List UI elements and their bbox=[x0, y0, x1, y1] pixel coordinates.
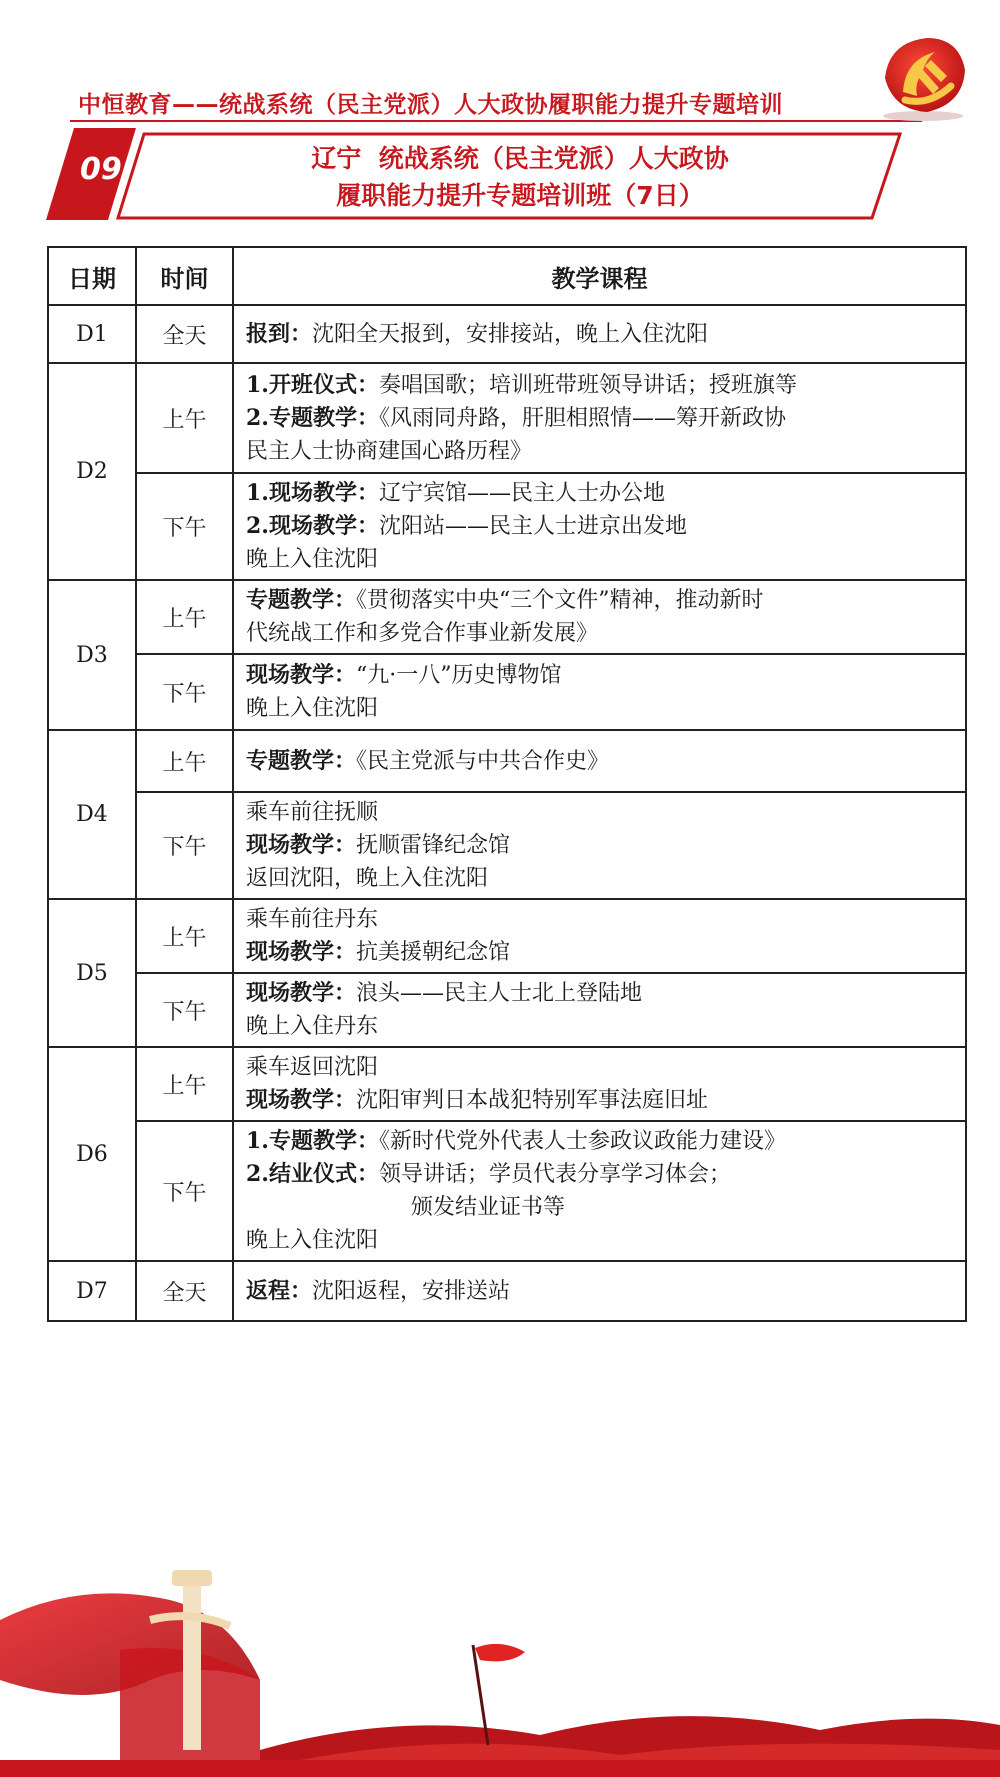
course-label: 1.开班仪式： bbox=[246, 371, 379, 398]
table-row bbox=[48, 473, 966, 580]
course-cell bbox=[233, 1121, 966, 1261]
table-row bbox=[48, 580, 966, 654]
header-day: 日期 bbox=[48, 247, 136, 305]
course-text: 代统战工作和多党合作事业新发展》 bbox=[246, 621, 599, 646]
section-number: 09 bbox=[80, 152, 122, 187]
time-cell: 上午 bbox=[136, 730, 233, 792]
course-label: 现场教学： bbox=[246, 980, 357, 1006]
course-line bbox=[246, 617, 955, 650]
day-cell: D2 bbox=[48, 363, 136, 580]
course-line bbox=[246, 318, 955, 351]
time-cell: 上午 bbox=[136, 580, 233, 654]
subtitle-line-1: 辽宁 统战系统（民主党派）人大政协 bbox=[311, 144, 729, 173]
course-text: 晚上入住沈阳 bbox=[246, 696, 379, 721]
course-label: 1.现场教学： bbox=[246, 480, 379, 506]
course-cell bbox=[233, 792, 966, 899]
red-flag-banner-decoration bbox=[0, 1560, 1000, 1777]
course-cell bbox=[233, 363, 966, 473]
day-cell: D1 bbox=[48, 305, 136, 363]
course-text: “九·一八”历史博物馆 bbox=[356, 663, 562, 688]
course-text: 颁发结业证书等 bbox=[411, 1195, 566, 1220]
course-line bbox=[246, 510, 955, 543]
page-subtitle bbox=[170, 140, 870, 214]
course-line bbox=[246, 1158, 955, 1191]
course-cell bbox=[233, 654, 966, 730]
time-cell: 下午 bbox=[136, 1121, 233, 1261]
course-line bbox=[246, 477, 955, 510]
course-text: 《贯彻落实中央“三个文件”精神，推动新时 bbox=[356, 588, 764, 613]
table-row bbox=[48, 654, 966, 730]
course-cell bbox=[233, 1261, 966, 1321]
course-line bbox=[246, 1191, 955, 1224]
course-label: 专题教学： bbox=[246, 587, 357, 613]
time-cell: 上午 bbox=[136, 1047, 233, 1121]
course-label: 现场教学： bbox=[246, 939, 357, 965]
course-text: 沈阳审判日本战犯特别军事法庭旧址 bbox=[356, 1088, 709, 1113]
day-cell: D4 bbox=[48, 730, 136, 899]
course-cell bbox=[233, 1047, 966, 1121]
time-cell: 下午 bbox=[136, 792, 233, 899]
course-line bbox=[246, 1224, 955, 1257]
course-label: 现场教学： bbox=[246, 832, 357, 858]
day-cell: D3 bbox=[48, 580, 136, 730]
course-label: 现场教学： bbox=[246, 1087, 357, 1113]
table-row bbox=[48, 305, 966, 363]
course-text: 《民主党派与中共合作史》 bbox=[356, 748, 610, 774]
table-row bbox=[48, 973, 966, 1047]
course-text: 乘车前往丹东 bbox=[246, 907, 379, 932]
schedule-table bbox=[47, 246, 967, 1322]
course-line bbox=[246, 1275, 955, 1308]
table-row bbox=[48, 899, 966, 973]
course-line bbox=[246, 584, 955, 617]
course-line bbox=[246, 1125, 955, 1158]
course-line bbox=[246, 796, 955, 829]
course-line bbox=[246, 435, 955, 468]
course-cell bbox=[233, 899, 966, 973]
course-line bbox=[246, 862, 955, 895]
course-text: 浪头——民主人士北上登陆地 bbox=[356, 981, 643, 1006]
course-text: 沈阳返程，安排送站 bbox=[312, 1278, 511, 1304]
course-label: 报到： bbox=[246, 320, 313, 347]
course-line bbox=[246, 829, 955, 862]
course-line bbox=[246, 977, 955, 1010]
course-cell bbox=[233, 730, 966, 792]
banner-underline bbox=[70, 120, 922, 122]
course-text: 乘车前往抚顺 bbox=[246, 800, 379, 825]
course-line bbox=[246, 369, 955, 402]
course-text: 《新时代党外代表人士参政议政能力建设》 bbox=[378, 1129, 786, 1154]
subtitle-line-2: 履职能力提升专题培训班（7日） bbox=[336, 181, 704, 210]
course-text: 晚上入住丹东 bbox=[246, 1014, 379, 1039]
course-label: 现场教学： bbox=[246, 662, 357, 688]
course-text: 晚上入住沈阳 bbox=[246, 547, 379, 572]
course-cell bbox=[233, 473, 966, 580]
course-line bbox=[246, 402, 955, 435]
time-cell: 下午 bbox=[136, 654, 233, 730]
course-text: 抚顺雷锋纪念馆 bbox=[356, 833, 511, 858]
day-cell: D5 bbox=[48, 899, 136, 1047]
course-cell bbox=[233, 580, 966, 654]
course-line bbox=[246, 1051, 955, 1084]
course-line bbox=[246, 1010, 955, 1043]
day-cell: D7 bbox=[48, 1261, 136, 1321]
course-label: 2.现场教学： bbox=[246, 513, 379, 539]
course-text: 抗美援朝纪念馆 bbox=[356, 940, 511, 965]
table-row bbox=[48, 363, 966, 473]
time-cell: 上午 bbox=[136, 899, 233, 973]
time-cell: 下午 bbox=[136, 973, 233, 1047]
course-line bbox=[246, 936, 955, 969]
course-label: 专题教学： bbox=[246, 747, 357, 774]
course-text: 辽宁宾馆——民主人士办公地 bbox=[378, 481, 665, 506]
course-text: 沈阳站——民主人士进京出发地 bbox=[378, 514, 687, 539]
header-course: 教学课程 bbox=[233, 247, 966, 305]
course-label: 2.专题教学： bbox=[246, 404, 379, 431]
table-row bbox=[48, 1121, 966, 1261]
course-line bbox=[246, 1084, 955, 1117]
time-cell: 上午 bbox=[136, 363, 233, 473]
table-row bbox=[48, 730, 966, 792]
table-row bbox=[48, 1261, 966, 1321]
course-line bbox=[246, 692, 955, 725]
course-text: 晚上入住沈阳 bbox=[246, 1228, 379, 1253]
course-text: 奏唱国歌；培训班带班领导讲话；授班旗等 bbox=[378, 372, 797, 398]
time-cell: 下午 bbox=[136, 473, 233, 580]
course-line bbox=[246, 903, 955, 936]
banner-title: 中恒教育——统战系统（民主党派）人大政协履职能力提升专题培训 bbox=[78, 92, 783, 118]
time-cell: 全天 bbox=[136, 1261, 233, 1321]
course-text: 返回沈阳，晚上入住沈阳 bbox=[246, 866, 489, 891]
course-label: 返程： bbox=[246, 1277, 313, 1304]
course-text: 沈阳全天报到，安排接站，晚上入住沈阳 bbox=[312, 321, 709, 347]
course-label: 2.结业仪式： bbox=[246, 1161, 379, 1187]
course-text: 领导讲话；学员代表分享学习体会； bbox=[378, 1162, 731, 1187]
course-line bbox=[246, 745, 955, 778]
party-emblem-icon bbox=[875, 30, 970, 122]
table-header-row bbox=[48, 247, 966, 305]
time-cell: 全天 bbox=[136, 305, 233, 363]
table-row bbox=[48, 792, 966, 899]
table-row bbox=[48, 1047, 966, 1121]
course-text: 《风雨同舟路，肝胆相照情——筹开新政协 bbox=[378, 405, 786, 431]
course-label: 1.专题教学： bbox=[246, 1128, 379, 1154]
course-line bbox=[246, 543, 955, 576]
course-line bbox=[246, 659, 955, 692]
course-cell bbox=[233, 305, 966, 363]
course-cell bbox=[233, 973, 966, 1047]
course-text: 乘车返回沈阳 bbox=[246, 1055, 379, 1080]
header-time: 时间 bbox=[136, 247, 233, 305]
day-cell: D6 bbox=[48, 1047, 136, 1261]
course-text: 民主人士协商建国心路历程》 bbox=[246, 438, 533, 464]
